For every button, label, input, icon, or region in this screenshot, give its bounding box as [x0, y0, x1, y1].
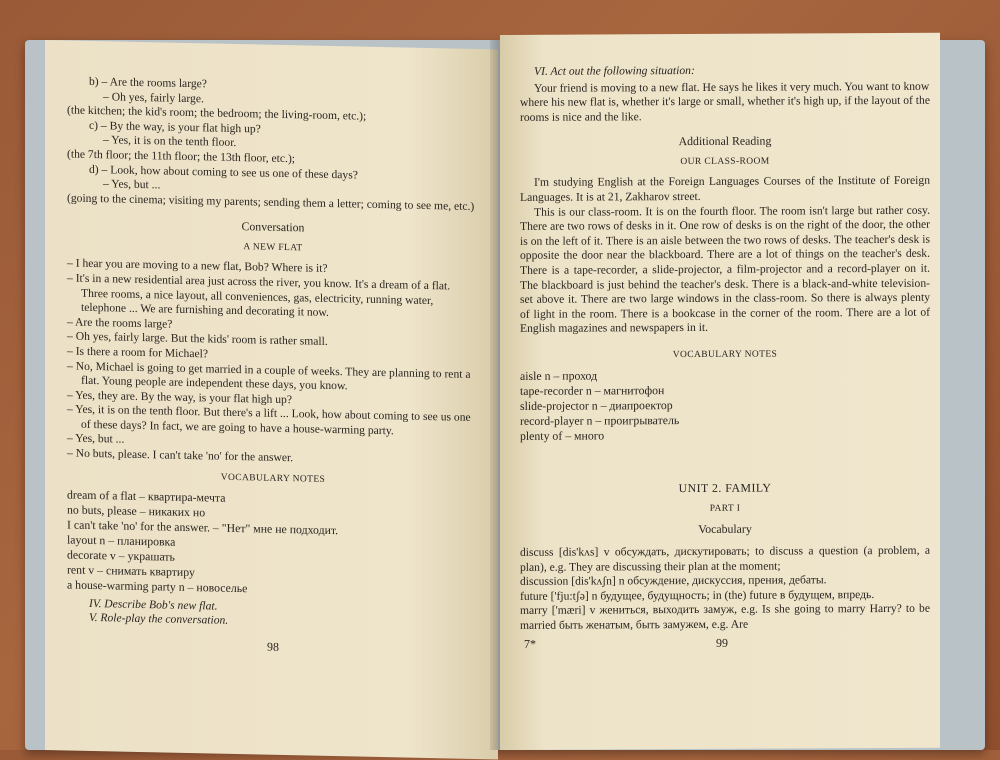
- vocab-item: no buts, please – никаких но: [67, 502, 206, 520]
- dialogue-line: – No buts, please. I can't take 'no' for the answer.: [67, 446, 294, 465]
- vocab-item: a house-warming party n – новоселье: [67, 577, 248, 595]
- exercise-line: – Yes, it is on the tenth floor.: [103, 133, 237, 150]
- vocab-item: layout n – планировка: [67, 532, 176, 549]
- conversation-title: A NEW FLAT: [243, 242, 303, 254]
- vocab-item: dream of a flat – квартира-мечта: [67, 487, 226, 505]
- reading-title: OUR CLASS-ROOM: [680, 156, 770, 168]
- exercise-line: (the kitchen; the kid's room; the bedroom; the living-room, etc.);: [67, 103, 367, 123]
- exercise-line: (going to the cinema; visiting my parents; sending them a letter; coming to see me, etc.): [67, 191, 475, 213]
- task-item: IV. Describe Bob's new flat.: [89, 596, 218, 613]
- vocab-list: [67, 487, 479, 601]
- page-number: 99: [716, 636, 728, 651]
- dialogue-line: – Yes, but ...: [67, 431, 125, 447]
- reading-paragraph: I'm studying English at the Foreign Languages Courses of the Institute of Foreign Languages. It is at 21, Zakharov street.: [520, 174, 930, 204]
- vocab-item: decorate v – украшать: [67, 547, 175, 564]
- dialogue-line: – Yes, they are. By the way, is your flat high up?: [67, 388, 292, 406]
- vocab-item: tape-recorder n – магнитофон: [520, 383, 665, 398]
- vocab-item: record-player n – проигрыватель: [520, 412, 680, 428]
- unit-title: UNIT 2. FAMILY: [678, 480, 772, 495]
- word-entry: future ['fju:tʃə] n будущее, будущность; in (the) future в будущем, впредь.: [520, 587, 875, 603]
- conversation-heading: Conversation: [241, 219, 305, 235]
- task-item: V. Role-play the conversation.: [89, 611, 229, 628]
- dialogue-line: – Yes, it is on the tenth floor. But there's a lift ... Look, how about coming to see us one of these days? In fact, we are going to have a house-warming party.: [67, 402, 471, 438]
- signature-mark: 7*: [524, 637, 536, 652]
- vocab-item: aisle n – проход: [520, 368, 598, 383]
- exercise-line: – Oh yes, fairly large.: [103, 89, 204, 105]
- exercise-line: – Yes, but ...: [103, 177, 161, 192]
- left-page: [45, 40, 498, 759]
- word-entry: discuss [dis'kʌs] v обсуждать, дискутировать; to discuss a question (a problem, a plan), e.g. They are discussing their plan at the moment;: [520, 543, 930, 574]
- dialogue-line: – Oh yes, fairly large. But the kids' room is rather small.: [67, 329, 328, 349]
- part-title: PART I: [709, 503, 741, 514]
- vocab-list: [520, 367, 930, 444]
- dialogue-line: – Is there a room for Michael?: [67, 344, 208, 361]
- vocab-item: I can't take 'no' for the answer. – "Нет" мне не подходит.: [67, 517, 339, 537]
- page-number: 98: [267, 639, 279, 654]
- right-page: [500, 33, 940, 750]
- exercise-line: d) – Look, how about coming to see us one of these days?: [89, 162, 358, 182]
- exercise-line: b) – Are the rooms large?: [89, 74, 207, 91]
- exercise-line: (the 7th floor; the 11th floor; the 13th floor, etc.);: [67, 147, 296, 166]
- vocab-item: plenty of – много: [520, 428, 605, 443]
- vocab-item: rent v – снимать квартиру: [67, 562, 195, 579]
- vocabulary-heading: Vocabulary: [698, 521, 752, 536]
- task-title: VI. Act out the following situation:: [534, 63, 695, 78]
- word-entry: marry ['mæri] v жениться, выходить замуж, e.g. Is she going to marry Harry? to be married быть женатым, быть замужем, e.g. Are: [520, 602, 930, 632]
- task-text: Your friend is moving to a new flat. He says he likes it very much. You want to know where his new flat is, whether it's large or small, whether it's high up, if the layout of the rooms is nice and the like.: [520, 79, 930, 124]
- reading-paragraph: This is our class-room. It is on the fourth floor. The room isn't large but rather cosy. There are two rows of desks in it. One row of desks is on the right of the door, the other is on the left of it. There is an aisle between the two rows of desks. The teacher's desk is opposite the door near the blackboard. There are a lot of things on the teacher's desk. There is a tape-recorder, a slide-projector, a film-projector and a record-player on it. The blackboard is just behind the teacher's desk. There is a black-and-white television-set above it. There are two large windows in the class-room. So there is always plenty of light in the room. There is a bookcase in the corner of the room. There are a lot of English magazines and newspapers in it.: [520, 203, 930, 336]
- dialogue-line: – No, Michael is going to get married in a couple of weeks. They are planning to rent a flat. Young people are independent these days, you know.: [67, 358, 471, 393]
- dialogue-line: – It's in a new residential area just across the river, you know. It's a dream of a flat. Three rooms, a nice layout, all conveniences, gas, electricity, running water, telephone ... We are furnishing and decorating it now.: [67, 271, 451, 320]
- vocab-item: slide-projector n – диапроектор: [520, 398, 673, 413]
- dialogue-line: – I hear you are moving to a new flat, Bob? Where is it?: [67, 256, 328, 276]
- reading-heading: Additional Reading: [678, 133, 772, 149]
- dialogue-line: – Are the rooms large?: [67, 315, 173, 331]
- vocab-heading: VOCABULARY NOTES: [220, 472, 326, 485]
- vocab-heading: VOCABULARY NOTES: [672, 349, 778, 361]
- word-entry: discussion [dis'kʌʃn] n обсуждение, дискуссия, прения, дебаты.: [520, 573, 827, 588]
- exercise-line: c) – By the way, is your flat high up?: [89, 118, 261, 136]
